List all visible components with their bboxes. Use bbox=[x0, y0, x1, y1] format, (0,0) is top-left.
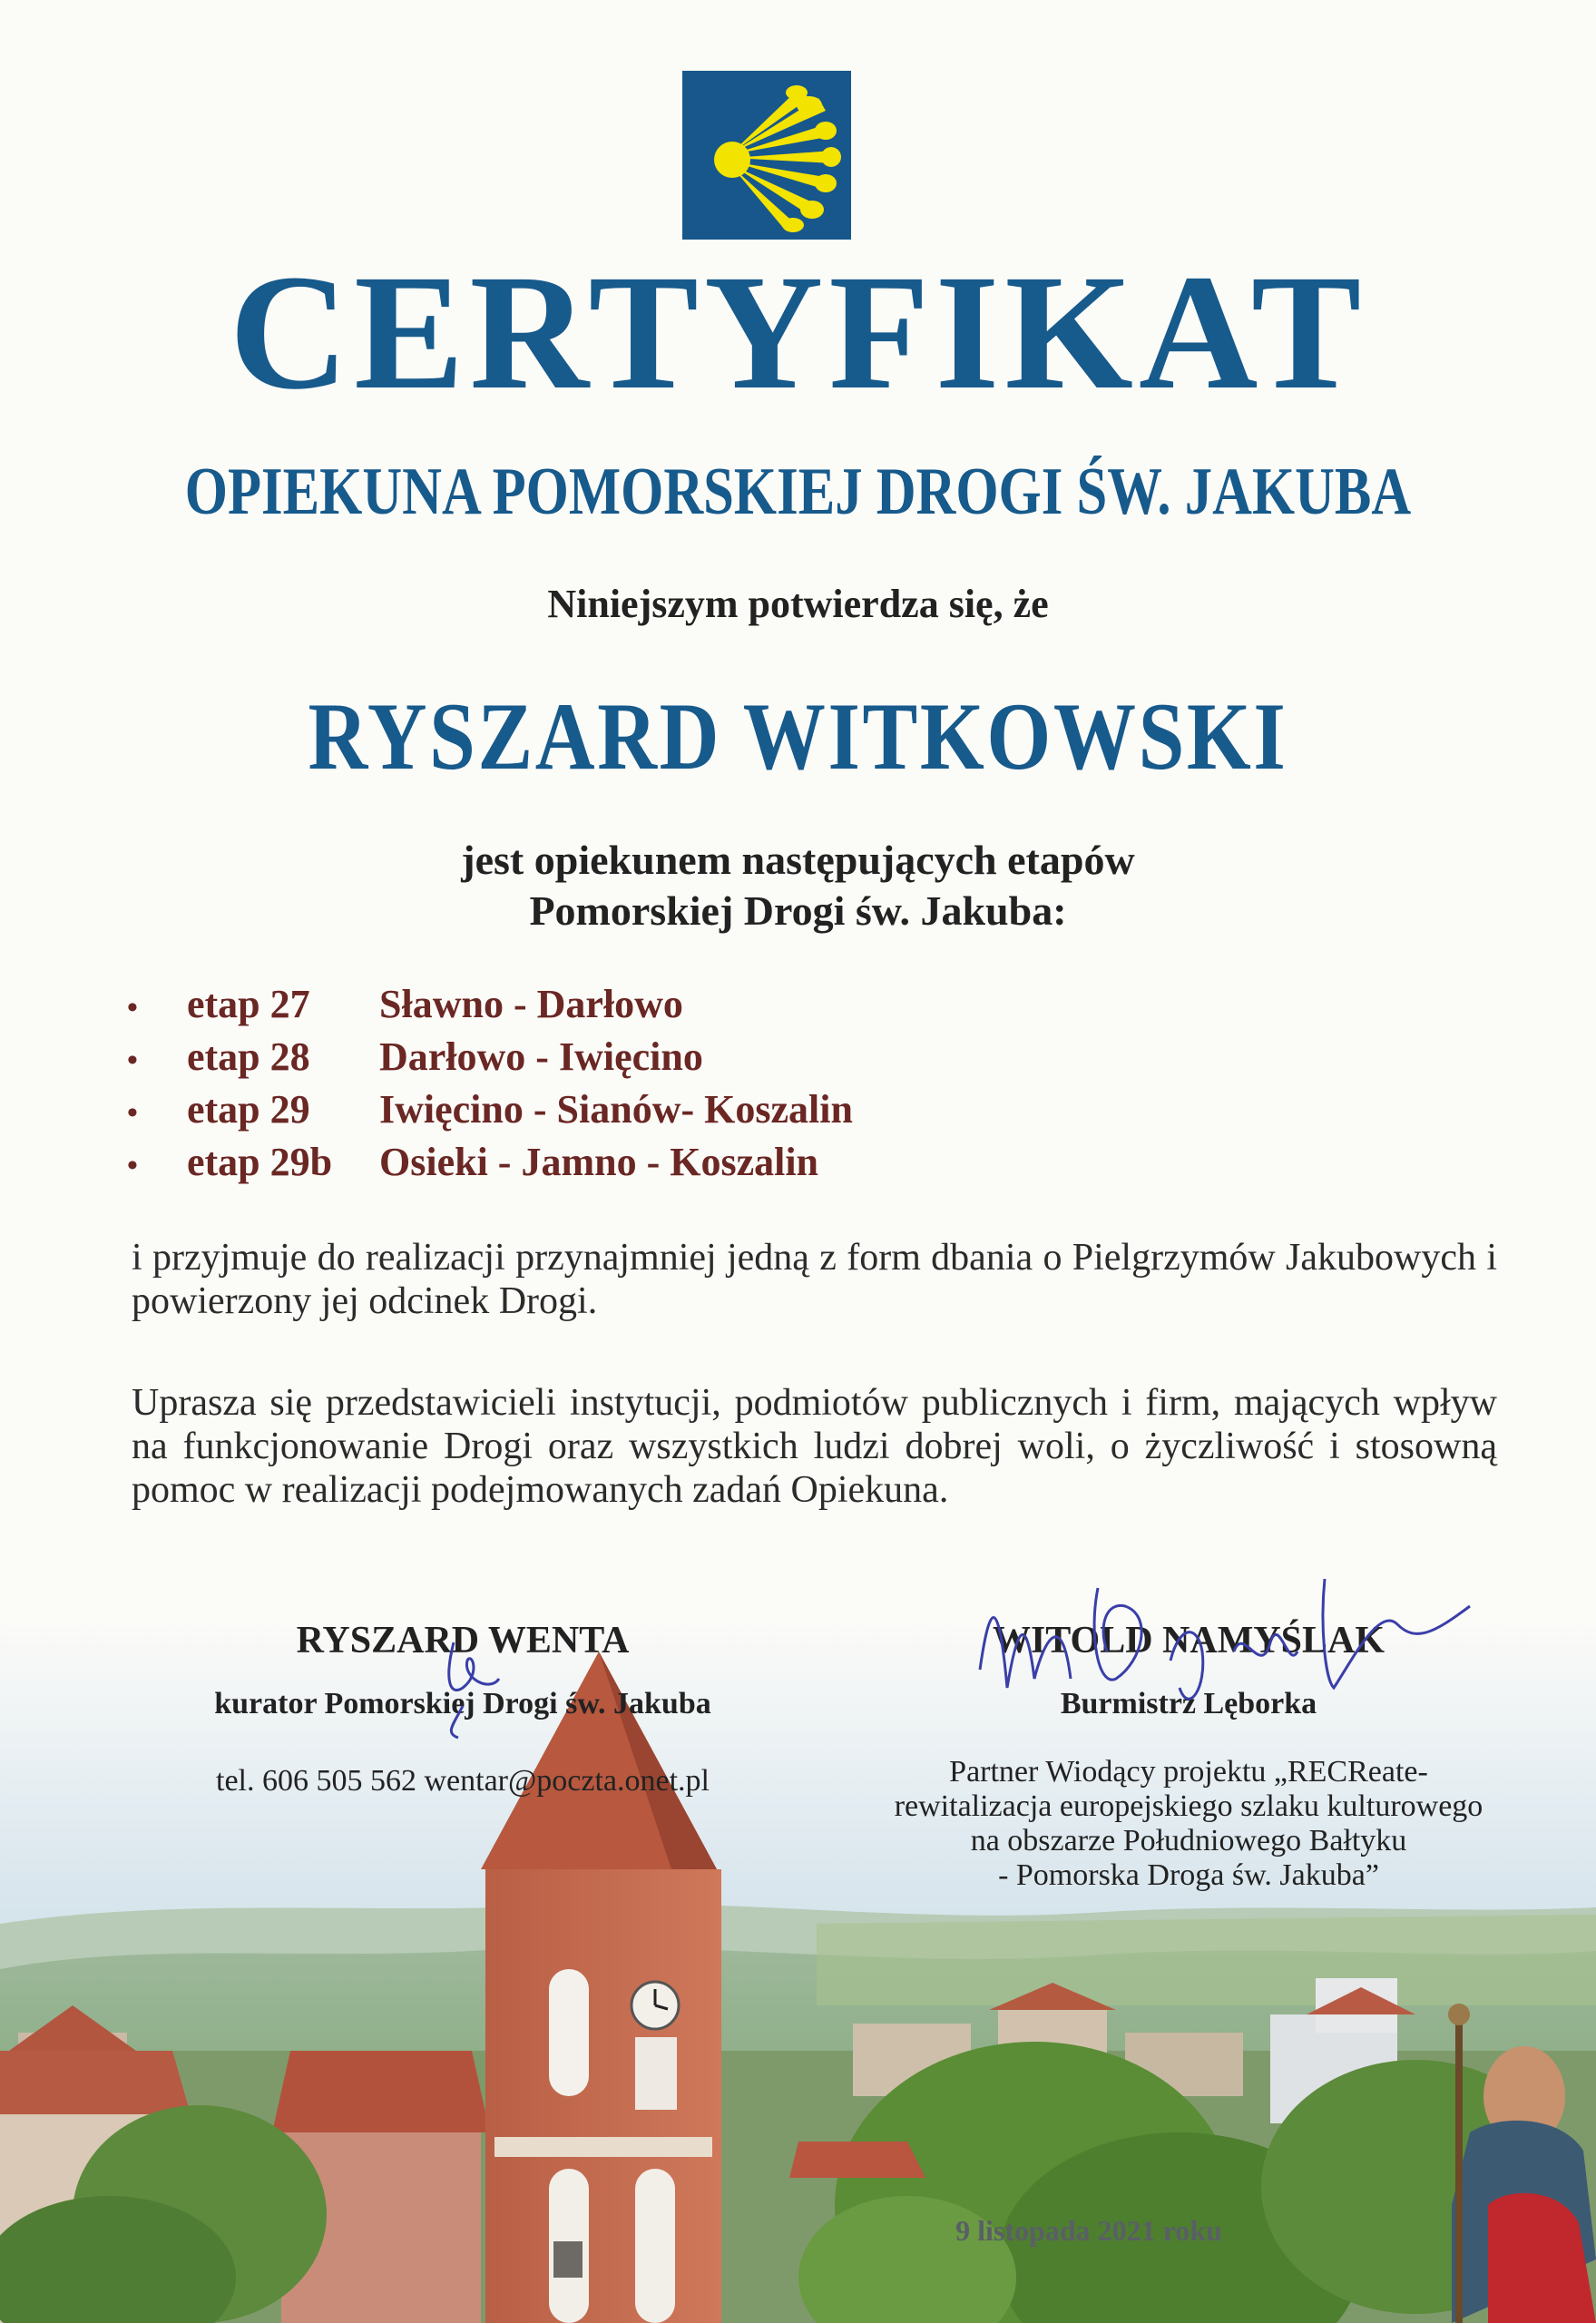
lead-line-1: jest opiekunem następujących etapów bbox=[461, 837, 1135, 883]
bullet-icon: • bbox=[127, 1149, 138, 1182]
body-paragraph-2: Uprasza się przedstawicieli instytucji, podmiotów publicznych i firm, mających wpływ na funkcjonowanie Drogi oraz wszystkich ludzi dobrej woli, o życzliwość i stosowną pomoc w realizacji podejmowanych zadań Opiekuna. bbox=[132, 1382, 1497, 1511]
stage-route: Sławno - Darłowo bbox=[379, 982, 683, 1026]
signatory-right-name: WITOLD NAMYŚLAK bbox=[992, 1620, 1385, 1661]
stage-number: etap 28 bbox=[187, 1034, 310, 1079]
lead-text bbox=[0, 835, 1596, 936]
stage-number: etap 29b bbox=[187, 1140, 333, 1184]
partner-line: Partner Wiodący projektu „RECReate- bbox=[949, 1755, 1428, 1789]
list-item bbox=[127, 1083, 853, 1136]
signatory-right bbox=[817, 1617, 1561, 1893]
certificate-subtitle: OPIEKUNA POMORSKIEJ DROGI ŚW. JAKUBA bbox=[184, 455, 1412, 529]
partner-line: na obszarze Południowego Bałtyku bbox=[970, 1824, 1407, 1857]
list-item bbox=[127, 978, 853, 1031]
lead-line-2: Pomorskiej Drogi św. Jakuba: bbox=[529, 887, 1067, 934]
stage-route: Osieki - Jamno - Koszalin bbox=[379, 1140, 819, 1184]
stage-route: Iwięcino - Sianów- Koszalin bbox=[379, 1087, 853, 1132]
partner-note bbox=[817, 1755, 1561, 1893]
stage-route: Darłowo - Iwięcino bbox=[379, 1034, 703, 1079]
scallop-shell-logo bbox=[682, 71, 851, 240]
stage-number: etap 27 bbox=[187, 982, 310, 1026]
intro-text: Niniejszym potwierdza się, że bbox=[547, 582, 1049, 626]
stage-number: etap 29 bbox=[187, 1087, 310, 1132]
certificate-title: CERTYFIKAT bbox=[229, 241, 1367, 424]
body-paragraph-1: i przyjmuje do realizacji przynajmniej jedną z form dbania o Pielgrzymów Jakubowych i powierzony jej odcinek Drogi. bbox=[132, 1237, 1497, 1322]
bullet-icon: • bbox=[127, 991, 138, 1024]
signatory-left-name: RYSZARD WENTA bbox=[296, 1620, 630, 1661]
partner-line: - Pomorska Droga św. Jakuba” bbox=[998, 1858, 1379, 1892]
stage-list bbox=[127, 978, 853, 1189]
signatory-left bbox=[136, 1617, 789, 1800]
issue-date: 9 listopada 2021 roku bbox=[955, 2214, 1222, 2247]
signatory-right-role: Burmistrz Lęborka bbox=[1060, 1687, 1317, 1720]
list-item bbox=[127, 1031, 853, 1083]
list-item bbox=[127, 1136, 853, 1189]
bullet-icon: • bbox=[127, 1096, 138, 1130]
signatory-left-contact: tel. 606 505 562 wentar@poczta.onet.pl bbox=[216, 1764, 710, 1798]
bullet-icon: • bbox=[127, 1044, 138, 1077]
signatory-left-role: kurator Pomorskiej Drogi św. Jakuba bbox=[214, 1687, 711, 1720]
partner-line: rewitalizacja europejskiego szlaku kulturowego bbox=[894, 1789, 1483, 1823]
recipient-name: RYSZARD WITKOWSKI bbox=[308, 683, 1288, 789]
